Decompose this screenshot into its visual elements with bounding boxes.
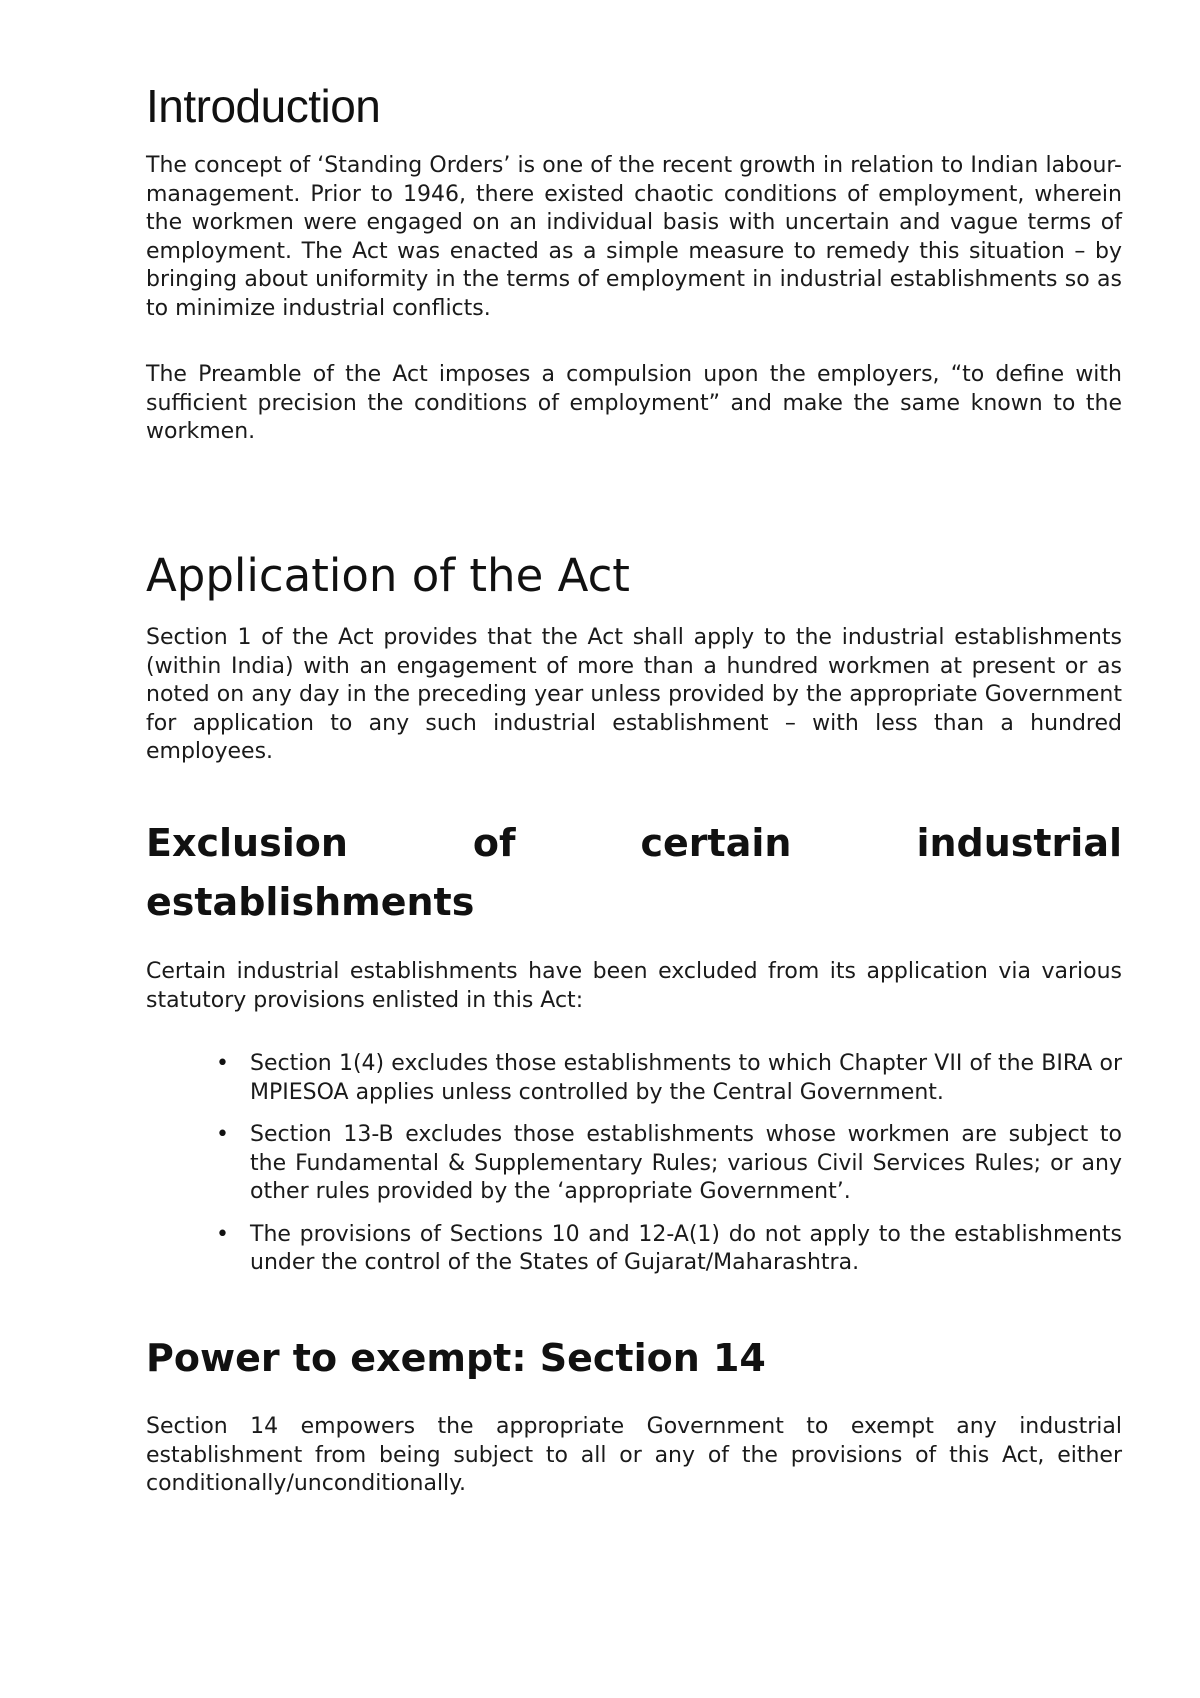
power-to-exempt-paragraph: Section 14 empowers the appropriate Government to exempt any industrial establishment from being subject to all or any of the provisions of this Act, either conditionally/unconditionally. [146, 1414, 1122, 1496]
power-to-exempt-heading: Power to exempt: Section 14 [146, 1336, 766, 1380]
introduction-paragraph-1: The concept of ‘Standing Orders’ is one of the recent growth in relation to Indian labour- management. Prior to 1946, there existed chaotic conditions of employment, wherein the workmen were engaged on an individual basis with uncertain and vague terms of employment. The Act was enacted as a simple measure to remedy this situation – by bringing about uniformity in the terms of employment in industrial establishments so as to minimize industrial conflicts. [146, 153, 1122, 321]
list-item [146, 1221, 1122, 1278]
bullet-text: The provisions of Sections 10 and 12-A(1) do not apply to the establishments under the control of the States of Gujarat/Maharashtra. [250, 1221, 1122, 1275]
exclusion-paragraph: Certain industrial establishments have been excluded from its application via various statutory provisions enlisted in this Act: [146, 959, 1122, 1013]
list-item [146, 1121, 1122, 1207]
introduction-paragraph-2: The Preamble of the Act imposes a compulsion upon the employers, “to define with sufficient precision the conditions of employment” and make the same known to the workmen. [146, 362, 1122, 444]
list-item [146, 1050, 1122, 1107]
introduction-heading: Introduction [146, 80, 381, 132]
application-paragraph: Section 1 of the Act provides that the Act shall apply to the industrial establishments (within India) with an engagement of more than a hundred workmen at present or as noted on any day in the preceding year unless provided by the appropriate Government for application to any such industrial establishment – with less than a hundred employees. [146, 625, 1122, 764]
bullet-icon: • [216, 1221, 229, 1247]
application-heading: Application of the Act [146, 549, 630, 602]
exclusion-bullet-list [146, 1050, 1122, 1292]
bullet-icon: • [216, 1051, 229, 1076]
exclusion-heading: Exclusion of certain industrial establishments [146, 821, 1122, 924]
bullet-text: Section 1(4) excludes those establishments to which Chapter VII of the BIRA or MPIESOA applies unless controlled by the Central Government. [250, 1051, 1122, 1105]
bullet-icon: • [216, 1122, 229, 1147]
bullet-text: Section 13-B excludes those establishments whose workmen are subject to the Fundamental & Supplementary Rules; various Civil Services Rules; or any other rules provided by the ‘appropriate Government’. [250, 1122, 1122, 1204]
